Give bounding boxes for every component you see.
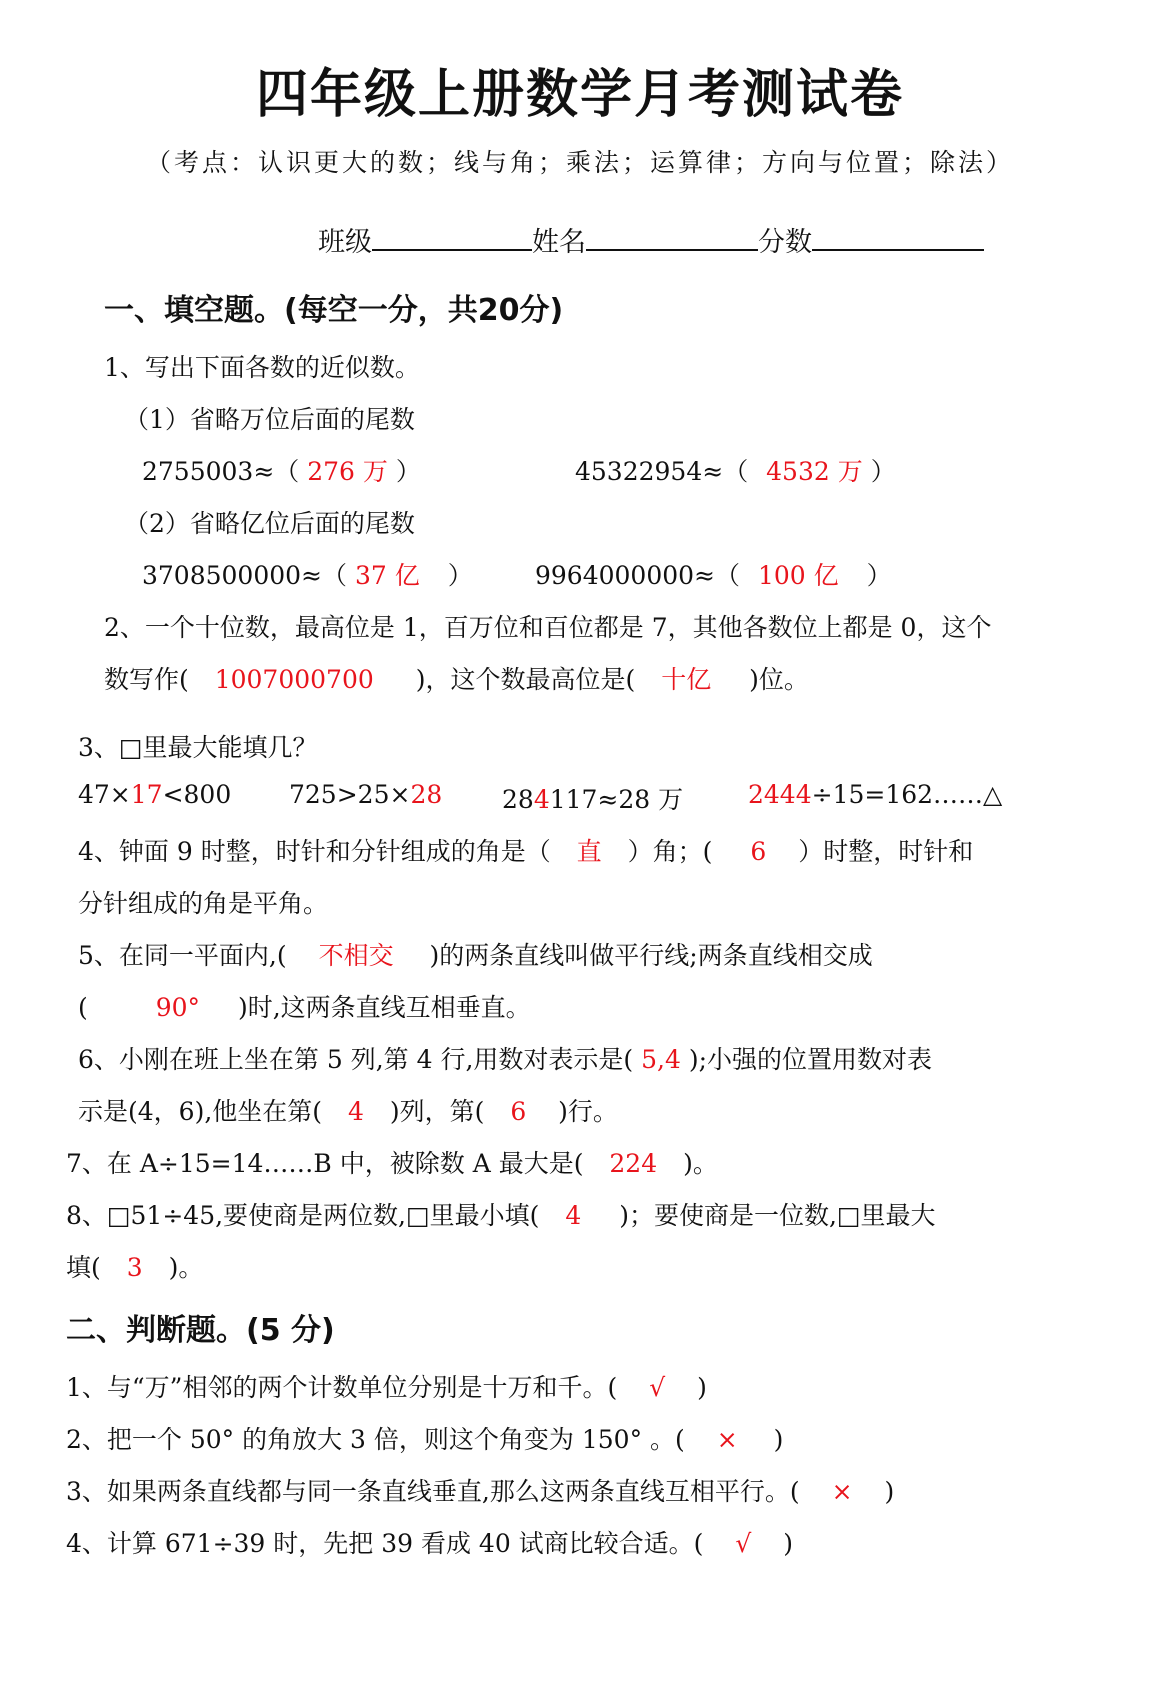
student-info: [318, 220, 984, 259]
q2-mid: )，这个数最高位是(: [415, 665, 636, 694]
q6-pre: 6、小刚在班上坐在第 5 列,第 4 行,用数对表示是(: [78, 1045, 634, 1074]
q1-b-question: 45322954≈（: [575, 457, 749, 486]
judge-item-4: [66, 1524, 793, 1560]
q7-post: )。: [683, 1149, 718, 1178]
judge-2-close: ): [773, 1425, 784, 1454]
judge-item-2: [66, 1420, 783, 1456]
q6-answer-column: 4: [347, 1097, 364, 1126]
cross-icon: ×: [716, 1425, 738, 1454]
q1-b-answer: 4532 万: [766, 457, 863, 486]
q8-post2: )。: [168, 1253, 204, 1282]
q1-a: [142, 452, 421, 488]
q3-3-prefix: 28: [502, 785, 534, 814]
class-field[interactable]: [372, 223, 532, 251]
q2-answer-number: 1007000700: [214, 665, 374, 694]
q1-a-answer: 276 万: [307, 457, 388, 486]
judge-4-close: ): [783, 1529, 794, 1558]
score-field[interactable]: [812, 223, 984, 251]
q1-b: [575, 452, 896, 488]
q7: [66, 1144, 718, 1180]
section2-heading: 二、判断题。(5 分): [66, 1313, 335, 1348]
q6-post2: )行。: [558, 1097, 618, 1126]
name-label: 姓名: [532, 227, 586, 258]
q2-post: )位。: [749, 665, 809, 694]
q2-pre: 数写作(: [104, 665, 189, 694]
q5-answer-parallel: 不相交: [318, 941, 394, 970]
judge-item-3: [66, 1472, 894, 1508]
q3-2-prefix: 725>25×: [289, 780, 411, 809]
q8-pre: 8、□51÷45,要使商是两位数,□里最小填(: [66, 1201, 540, 1230]
q4-line2: 分针组成的角是平角。: [78, 889, 329, 918]
q1-c-question: 3708500000≈（: [142, 561, 348, 590]
q1-d-answer: 100 亿: [757, 561, 839, 590]
exam-topics: （考点：认识更大的数；线与角；乘法；运算律；方向与位置；除法）: [145, 148, 1014, 177]
q5-line1: [78, 936, 873, 972]
q1-part1: （1）省略万位后面的尾数: [124, 405, 415, 434]
judge-1-close: ): [697, 1373, 707, 1402]
q1-d-close: ）: [866, 561, 892, 590]
q4-mid: ）角；(: [627, 837, 713, 866]
check-icon: √: [649, 1373, 666, 1402]
q2-answer-place: 十亿: [661, 665, 712, 694]
q7-pre: 7、在 A÷15=14……B 中，被除数 A 最大是(: [66, 1149, 584, 1178]
q3-3-suffix: 117≈28 万: [549, 785, 684, 814]
q3-1-prefix: 47×: [78, 780, 131, 809]
q8-line1: [66, 1196, 936, 1232]
judge-3-text: 3、如果两条直线都与同一条直线垂直,那么这两条直线互相平行。(: [66, 1477, 800, 1506]
q4-pre: 4、钟面 9 时整，时针和分针组成的角是（: [78, 837, 551, 866]
q4-answer-angle: 直: [576, 837, 602, 866]
judge-item-1: [66, 1368, 707, 1404]
q1-a-question: 2755003≈（: [142, 457, 300, 486]
q8-answer-min: 4: [565, 1201, 582, 1230]
judge-3-close: ): [884, 1477, 895, 1506]
q1-part2: （2）省略亿位后面的尾数: [124, 509, 415, 538]
judge-2-text: 2、把一个 50° 的角放大 3 倍，则这个角变为 150° 。(: [66, 1425, 685, 1454]
q6-line2: [78, 1092, 618, 1128]
q5-answer-degree: 90°: [155, 993, 201, 1022]
check-icon: √: [735, 1529, 752, 1558]
q6-line1: [78, 1040, 932, 1076]
q6-post: );小强的位置用数对表: [688, 1045, 933, 1074]
q1-d-question: 9964000000≈（: [535, 561, 741, 590]
q1-c-close: ）: [447, 561, 473, 590]
q8-line2: [66, 1248, 203, 1284]
page-title: 四年级上册数学月考测试卷: [255, 65, 904, 125]
q3-4-suffix: ÷15=162……△: [811, 780, 1003, 809]
q1-d: [535, 556, 892, 592]
q4-post: ）时整，时针和: [798, 837, 974, 866]
q3-text: 3、□里最大能填几？: [78, 733, 318, 762]
q6-pre2: 示是(4，6),他坐在第(: [78, 1097, 323, 1126]
cross-icon: ×: [831, 1477, 853, 1506]
section1-heading: 一、填空题。(每空一分，共20分): [104, 293, 564, 328]
q6-answer-row: 6: [510, 1097, 527, 1126]
q3-item-2: [289, 780, 442, 809]
q3-3-answer: 4: [533, 785, 550, 814]
q3-4-answer: 2444: [748, 780, 812, 809]
q8-pre2: 填(: [66, 1253, 101, 1282]
class-label: 班级: [318, 227, 372, 258]
q1-c-answer: 37 亿: [354, 561, 420, 590]
q7-answer: 224: [609, 1149, 658, 1178]
q1-c: [142, 556, 473, 592]
q8-answer-max: 3: [126, 1253, 143, 1282]
q3-item-4: [748, 780, 1002, 809]
q2-line1: 2、一个十位数，最高位是 1，百万位和百位都是 7，其他各数位上都是 0，这个: [104, 613, 992, 642]
q1-text: 1、写出下面各数的近似数。: [104, 353, 420, 382]
name-field[interactable]: [586, 223, 758, 251]
q4-line1: [78, 832, 973, 868]
q8-post: )；要使商是一位数,□里最大: [619, 1201, 936, 1230]
q5-pre: 5、在同一平面内,(: [78, 941, 287, 970]
q1-a-close: ）: [395, 457, 421, 486]
q5-post: )的两条直线叫做平行线;两条直线相交成: [429, 941, 873, 970]
q1-b-close: ）: [870, 457, 896, 486]
q3-1-suffix: <800: [162, 780, 232, 809]
score-label: 分数: [758, 227, 812, 258]
q2-line2: [104, 660, 809, 696]
q5-post2: )时,这两条直线互相垂直。: [237, 993, 531, 1022]
q3-item-1: [78, 780, 231, 809]
q4-answer-hour: 6: [750, 837, 767, 866]
q6-answer-pair: 5,4: [641, 1045, 681, 1074]
q5-line2: [78, 988, 531, 1024]
q3-2-answer: 28: [410, 780, 443, 809]
judge-4-text: 4、计算 671÷39 时，先把 39 看成 40 试商比较合适。(: [66, 1529, 704, 1558]
q5-pre2: (: [78, 993, 88, 1022]
q3-1-answer: 17: [130, 780, 163, 809]
q3-item-3: [502, 780, 683, 816]
judge-1-text: 1、与“万”相邻的两个计数单位分别是十万和千。(: [66, 1373, 618, 1402]
q6-mid2: )列，第(: [389, 1097, 485, 1126]
